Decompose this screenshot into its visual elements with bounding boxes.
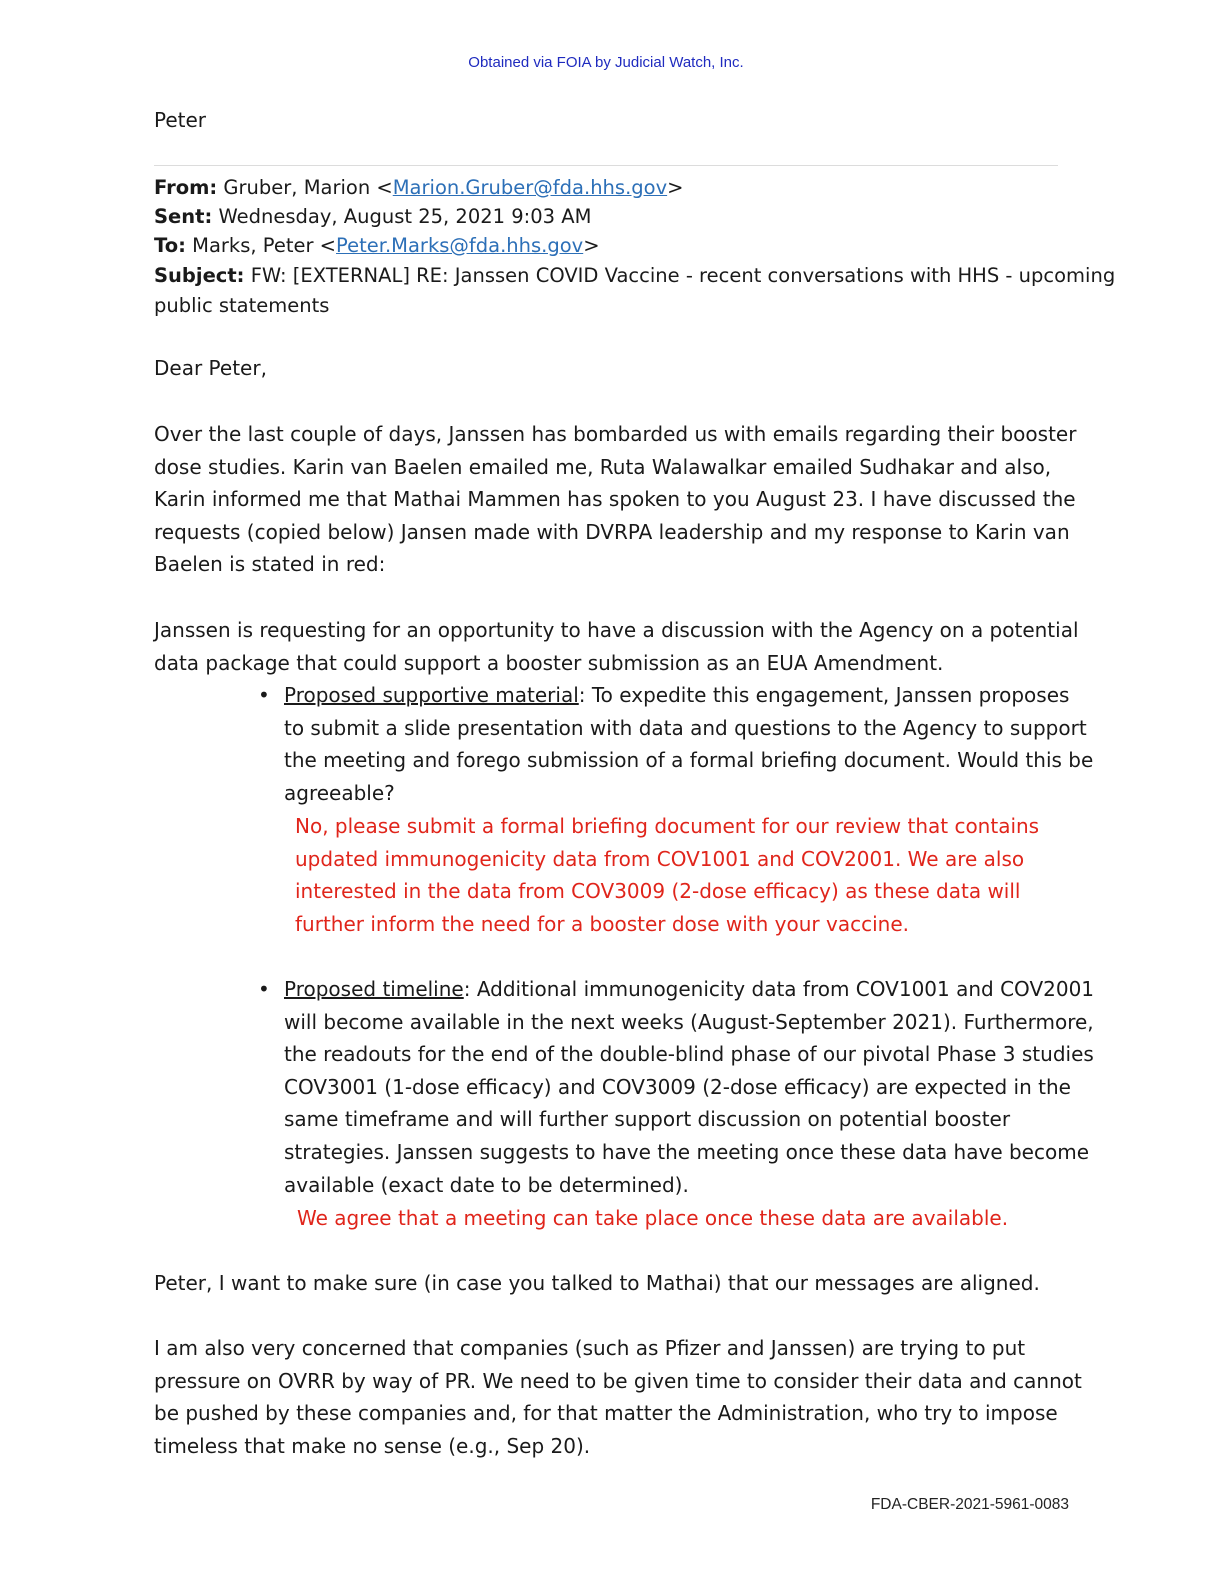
bullet-item-timeline [284, 973, 1094, 1201]
bullet-title: Proposed timeline [284, 977, 464, 1001]
bullet-line: agreeable? [284, 780, 395, 805]
from-line [154, 173, 683, 203]
paragraph-3: Peter, I want to make sure (in case you talked to Mathai) that our messages are aligned. [154, 1271, 1040, 1295]
from-name: Gruber, Marion < [223, 176, 393, 199]
response-line: interested in the data from COV3009 (2-dose efficacy) as these data will [295, 879, 1021, 904]
document-id: FDA-CBER-2021-5961-0083 [870, 1496, 1069, 1513]
to-line [154, 231, 600, 261]
paragraph-line: Janssen is requesting for an opportunity to have a discussion with the Agency on a potential [154, 618, 1079, 642]
subject-text-2: public statements [154, 294, 330, 317]
paragraph-line: Karin informed me that Mathai Mammen has spoken to you August 23. I have discussed the [154, 487, 1076, 512]
bullet-first-line [284, 679, 1093, 712]
bullet-line: to submit a slide presentation with data and questions to the Agency to support [284, 715, 1087, 740]
from-email-link[interactable]: Marion.Gruber@fda.hhs.gov [392, 176, 668, 199]
to-close: > [583, 234, 600, 257]
bullet-line: available (exact date to be determined). [284, 1172, 689, 1197]
from-label: From: [154, 176, 218, 199]
subject-line [154, 261, 1115, 291]
sent-label: Sent: [154, 205, 213, 228]
greeting: Dear Peter, [154, 356, 267, 380]
paragraph-line: dose studies. Karin van Baelen emailed me, Ruta Walawalkar emailed Sudhakar and also, [154, 454, 1052, 479]
bullet-text: : To expedite this engagement, Janssen proposes [578, 683, 1070, 707]
response-line: updated immunogenicity data from COV1001 and COV2001. We are also [295, 846, 1025, 871]
paragraph-line: requests (copied below) Jansen made with DVRPA leadership and my response to Karin van [154, 519, 1070, 544]
paragraph-line: timeless that make no sense (e.g., Sep 20). [154, 1433, 591, 1458]
sent-line [154, 202, 591, 232]
bullet-dot: • [258, 683, 270, 707]
bullet-line: will become available in the next weeks (August-September 2021). Furthermore, [284, 1009, 1094, 1034]
paragraph-line: data package that could support a booster submission as an EUA Amendment. [154, 650, 944, 675]
bullet-line: the meeting and forego submission of a formal briefing document. Would this be [284, 748, 1094, 773]
bullet-line: strategies. Janssen suggests to have the meeting once these data have become [284, 1139, 1090, 1164]
response-line: further inform the need for a booster dose with your vaccine. [295, 911, 909, 936]
subject-text-1: FW: [EXTERNAL] RE: Janssen COVID Vaccine - recent conversations with HHS - upcoming [250, 264, 1116, 287]
bullet-dot: • [258, 977, 270, 1001]
paragraph-line: be pushed by these companies and, for that matter the Administration, who try to impose [154, 1401, 1058, 1426]
to-email-link[interactable]: Peter.Marks@fda.hhs.gov [336, 234, 584, 257]
paragraph-line: Over the last couple of days, Janssen has bombarded us with emails regarding their booster [154, 422, 1077, 446]
from-close: > [667, 176, 684, 199]
paragraph-line: I am also very concerned that companies (such as Pfizer and Janssen) are trying to put [154, 1336, 1026, 1360]
paragraph-4 [154, 1332, 1082, 1462]
bullet-first-line [284, 973, 1094, 1006]
to-label: To: [154, 234, 186, 257]
paragraph-line: pressure on OVRR by way of PR. We need to be given time to consider their data and cannot [154, 1368, 1082, 1393]
bullet-line: the readouts for the end of the double-blind phase of our pivotal Phase 3 studies [284, 1042, 1094, 1067]
response-1 [295, 810, 1039, 940]
paragraph-line: Baelen is stated in red: [154, 552, 386, 577]
sent-value: Wednesday, August 25, 2021 9:03 AM [218, 205, 592, 228]
header-divider [154, 165, 1058, 166]
paragraph-1 [154, 418, 1076, 581]
subject-label: Subject: [154, 264, 245, 287]
response-2: We agree that a meeting can take place once these data are available. [297, 1206, 1009, 1230]
bullet-item-supportive-material [284, 679, 1093, 809]
bullet-line: same timeframe and will further support discussion on potential booster [284, 1107, 1011, 1132]
bullet-line: COV3001 (1-dose efficacy) and COV3009 (2-dose efficacy) are expected in the [284, 1074, 1071, 1099]
signature-top: Peter [154, 108, 207, 132]
to-name: Marks, Peter < [192, 234, 337, 257]
response-line: No, please submit a formal briefing document for our review that contains [295, 814, 1040, 838]
bullet-title: Proposed supportive material [284, 683, 579, 707]
bullet-text: : Additional immunogenicity data from COV1001 and COV2001 [463, 977, 1095, 1001]
foia-banner: Obtained via FOIA by Judicial Watch, Inc. [468, 54, 744, 71]
paragraph-2 [154, 614, 1079, 679]
